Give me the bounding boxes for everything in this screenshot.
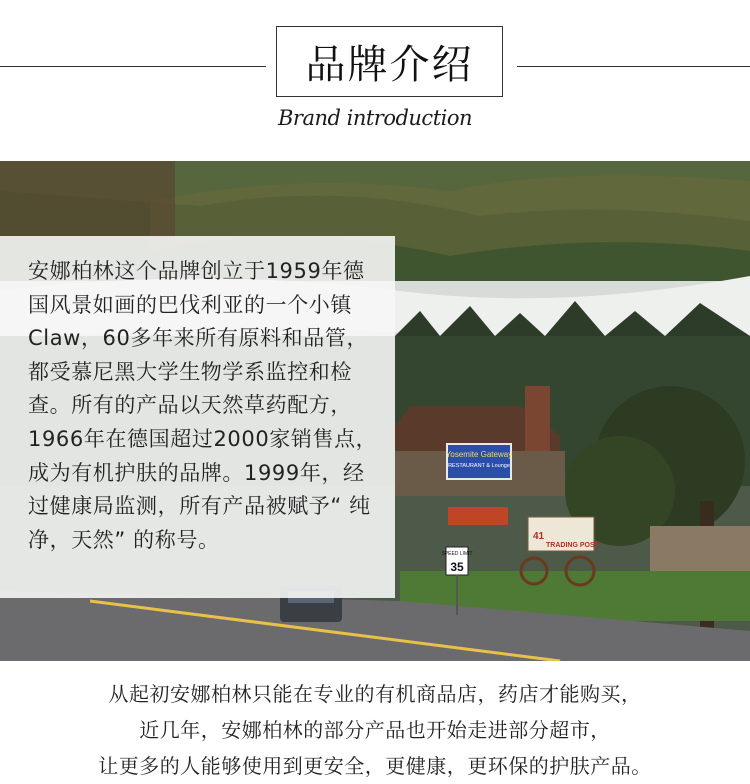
speed-limit-value: 35 bbox=[450, 560, 464, 574]
page-title bbox=[276, 26, 503, 97]
page-subtitle: Brand introduction bbox=[277, 106, 473, 130]
gateway-sign-line1: Yosemite Gateway bbox=[445, 450, 513, 459]
intro-paragraph: 安娜柏林这个品牌创立于1959年德国风景如画的巴伐利亚的一个小镇Claw，60多年来所有原料和品管，都受慕尼黑大学生物学系监控和检查。所有的产品以天然草药配方，1966年在德国超过2000家销售点，成为有机护肤的品牌。1999年，经过健康局监测，所有产品被赋予“ 纯净，天然” 的称号。 bbox=[28, 259, 378, 552]
footer-line-2: 近几年，安娜柏林的部分产品也开始走进部分超市， bbox=[139, 718, 611, 742]
page-title-text: 品牌介绍 bbox=[305, 42, 474, 88]
footer-line-1: 从起初安娜柏林只能在专业的有机商品店，药店才能购买， bbox=[108, 682, 642, 706]
header-divider-right bbox=[517, 66, 750, 67]
gateway-sign-line2: RESTAURANT & Lounge bbox=[448, 463, 510, 469]
header-divider-left bbox=[0, 66, 266, 67]
trading-post-number: 41 bbox=[533, 531, 545, 542]
trading-post-label: TRADING POST bbox=[546, 542, 599, 549]
footer-text bbox=[0, 676, 750, 784]
speed-limit-label: SPEED LIMIT bbox=[441, 551, 473, 557]
footer-line-3: 让更多的人能够使用到更安全，更健康，更环保的护肤产品。 bbox=[98, 754, 652, 778]
